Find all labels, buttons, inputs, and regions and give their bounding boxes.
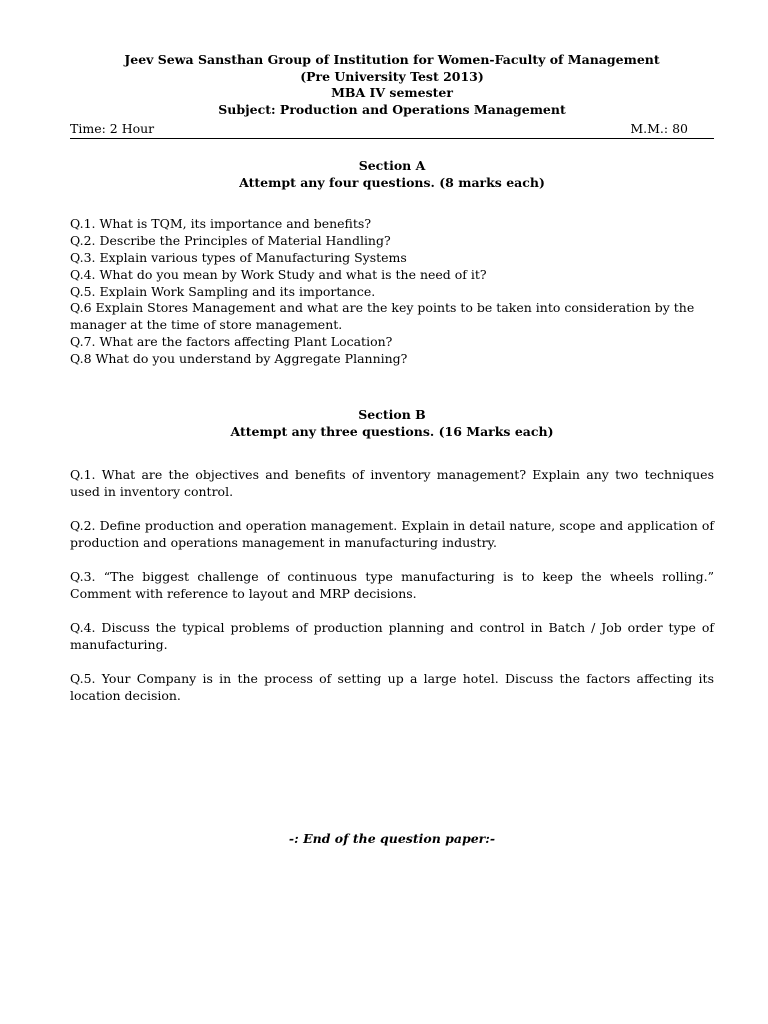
question-item: Q.7. What are the factors affecting Plant Location? xyxy=(70,333,393,349)
section-a-instruction: Attempt any four questions. (8 marks each) xyxy=(239,175,545,191)
question-item: Q.1. What are the objectives and benefits of inventory management? Explain any two techniques used in inventory control. xyxy=(70,466,714,499)
section-b-questions xyxy=(70,466,714,704)
question-item: Q.6 Explain Stores Management and what are the key points to be taken into consideration by the manager at the time of store management. xyxy=(70,300,695,333)
max-marks: M.M.: 80 xyxy=(630,121,688,137)
question-item: Q.2. Define production and operation management. Explain in detail nature, scope and application of production and operations management in manufacturing industry. xyxy=(70,517,714,550)
section-b-title: Section B xyxy=(358,406,426,422)
section-a-questions xyxy=(70,216,714,367)
question-item: Q.3. Explain various types of Manufacturing Systems xyxy=(70,249,407,265)
paper-header xyxy=(70,52,714,139)
question-item: Q.5. Explain Work Sampling and its importance. xyxy=(70,283,376,299)
section-a-title: Section A xyxy=(358,158,426,174)
question-item: Q.3. “The biggest challenge of continuous type manufacturing is to keep the wheels rolling.” Comment with reference to layout and MRP decisions. xyxy=(70,568,714,601)
program-name: MBA IV semester xyxy=(331,85,453,101)
question-item: Q.8 What do you understand by Aggregate Planning? xyxy=(70,350,408,366)
question-item: Q.5. Your Company is in the process of setting up a large hotel. Discuss the factors affecting its location decision. xyxy=(70,670,714,703)
exam-name: (Pre University Test 2013) xyxy=(300,68,484,84)
subject-name: Subject: Production and Operations Management xyxy=(218,101,566,117)
section-a xyxy=(70,157,714,367)
exam-meta-row xyxy=(70,121,714,137)
exam-time: Time: 2 Hour xyxy=(70,121,155,137)
section-b xyxy=(70,406,714,704)
end-of-paper: -: End of the question paper:- xyxy=(288,830,496,846)
question-paper xyxy=(70,52,714,847)
institution-name: Jeev Sewa Sansthan Group of Institution for Women-Faculty of Management xyxy=(124,52,660,67)
question-item: Q.1. What is TQM, its importance and benefits? xyxy=(70,216,372,232)
header-divider xyxy=(70,138,714,139)
section-b-instruction: Attempt any three questions. (16 Marks each) xyxy=(230,423,554,439)
question-item: Q.2. Describe the Principles of Material Handling? xyxy=(70,233,391,249)
question-item: Q.4. What do you mean by Work Study and what is the need of it? xyxy=(70,266,487,282)
question-item: Q.4. Discuss the typical problems of production planning and control in Batch / Job order type of manufacturing. xyxy=(70,619,714,652)
